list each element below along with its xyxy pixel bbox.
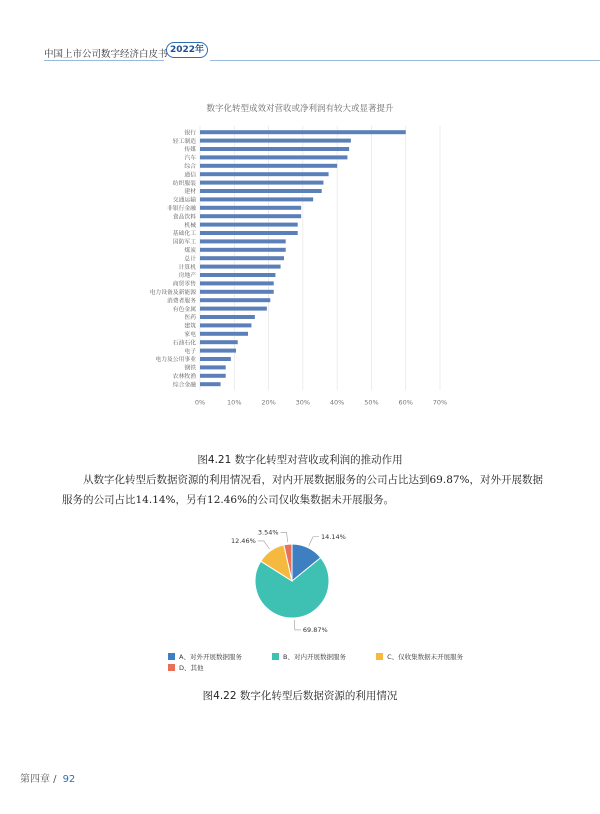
- legend-label: B、对内开展数据服务: [283, 653, 346, 661]
- bar: [200, 189, 322, 193]
- bar: [200, 281, 274, 285]
- category-label: 钢铁: [184, 365, 196, 372]
- category-label: 汽车: [184, 155, 196, 162]
- bar-chart-caption: 图4.21 数字化转型对营收或利润的推动作用: [197, 454, 403, 466]
- legend-label: D、其他: [179, 664, 204, 672]
- header-rule-right: [210, 60, 600, 61]
- pie-legend-row-2: [168, 663, 232, 673]
- bar: [200, 349, 236, 353]
- slice-label: 12.46%: [230, 537, 256, 546]
- bar-chart-title: 数字化转型成效对营收或净利润有较大或显著提升: [206, 104, 394, 114]
- page-header: [0, 38, 600, 68]
- legend-label: C、仅收集数据未开展服务: [387, 653, 464, 661]
- category-label: 计算机: [178, 264, 196, 271]
- category-label: 房地产: [178, 273, 196, 280]
- page-number: 92: [62, 774, 76, 785]
- category-label: 农林牧渔: [172, 374, 196, 380]
- category-label: 商贸零售: [172, 281, 196, 288]
- bar: [200, 340, 238, 344]
- legend-swatch: [168, 653, 175, 660]
- category-label: 综合金融: [172, 382, 196, 389]
- slice-label: 69.87%: [302, 626, 328, 635]
- legend-item-c: [376, 652, 463, 661]
- category-label: 医药: [184, 315, 196, 322]
- bar: [200, 147, 349, 151]
- x-tick-label: 0%: [194, 398, 206, 407]
- legend-item-b: [272, 652, 346, 661]
- category-label: 机械: [184, 222, 196, 229]
- legend-swatch: [376, 653, 383, 660]
- bar: [200, 206, 301, 210]
- bar: [200, 231, 298, 235]
- bar: [200, 130, 406, 134]
- legend-swatch: [272, 653, 279, 660]
- page-footer: [20, 770, 75, 785]
- category-label: 交通运输: [172, 197, 196, 204]
- x-tick-label: 60%: [398, 398, 413, 407]
- x-tick-label: 40%: [329, 398, 345, 407]
- pie-legend: [168, 652, 491, 662]
- legend-item-d: [168, 663, 204, 672]
- bar: [200, 214, 301, 218]
- body-paragraph: 从数字化转型后数据资源的利用情况看，对内开展数据服务的公司占比达到69.87%，对外开展数据服务的公司占比14.14%，另有12.46%的公司仅收集数据未开展服务。: [62, 474, 544, 506]
- bar: [200, 332, 248, 336]
- category-label: 非银行金融: [167, 206, 196, 212]
- x-tick-label: 30%: [295, 398, 311, 407]
- category-label: 电力设备及新能源: [149, 290, 196, 296]
- bar: [200, 172, 329, 176]
- bar: [200, 374, 226, 378]
- leader-line: [309, 537, 319, 546]
- pie-chart-caption: 图4.22 数字化转型后数据资源的利用情况: [202, 690, 398, 702]
- bar: [200, 315, 255, 319]
- year-badge: 2022年: [166, 42, 208, 58]
- bar: [200, 298, 270, 302]
- category-label: 国防军工: [172, 239, 196, 246]
- book-title: 中国上市公司数字经济白皮书: [44, 49, 168, 60]
- bar: [200, 181, 323, 185]
- category-label: 电力及公用事业: [155, 357, 196, 364]
- bar: [200, 164, 337, 168]
- bar: [200, 256, 284, 260]
- bar: [200, 265, 281, 269]
- bar: [200, 139, 351, 143]
- x-tick-label: 50%: [364, 398, 379, 407]
- category-label: 电子: [184, 348, 196, 355]
- category-label: 建材: [184, 189, 196, 196]
- chapter-label: 第四章 /: [20, 774, 57, 785]
- bar-chart: [140, 95, 460, 435]
- category-label: 有色金属: [172, 306, 196, 313]
- category-label: 基础化工: [172, 231, 196, 238]
- bar: [200, 307, 267, 311]
- x-tick-label: 70%: [432, 398, 448, 407]
- slice-label: 3.54%: [257, 528, 279, 537]
- bar: [200, 155, 347, 159]
- category-label: 建筑: [184, 323, 196, 330]
- leader-line: [258, 541, 270, 549]
- category-label: 通信: [184, 172, 196, 179]
- slice-label: 14.14%: [321, 532, 346, 541]
- x-tick-label: 20%: [261, 398, 276, 407]
- category-label: 家电: [184, 332, 196, 338]
- pie-chart: [200, 525, 400, 645]
- bar: [200, 223, 298, 227]
- bar: [200, 357, 231, 361]
- leader-line: [294, 620, 301, 630]
- bar: [200, 365, 226, 369]
- legend-label: A、对外开展数据服务: [179, 653, 242, 661]
- leader-line: [281, 532, 288, 542]
- legend-swatch: [168, 664, 175, 671]
- bar: [200, 248, 286, 252]
- category-label: 石油石化: [172, 340, 196, 347]
- bar: [200, 197, 313, 201]
- category-label: 煤炭: [184, 248, 196, 254]
- category-label: 食品饮料: [172, 214, 196, 221]
- bar: [200, 290, 274, 294]
- x-tick-label: 10%: [227, 398, 242, 407]
- bar: [200, 323, 251, 327]
- category-label: 轻工制造: [172, 138, 196, 145]
- category-label: 传媒: [184, 147, 196, 154]
- bar: [200, 239, 286, 243]
- category-label: 银行: [184, 130, 196, 137]
- bar: [200, 382, 221, 386]
- category-label: 总计: [184, 256, 196, 263]
- category-label: 消费者服务: [167, 298, 196, 305]
- category-label: 综合: [184, 164, 196, 170]
- header-rule-left: [44, 60, 164, 61]
- category-label: 纺织服装: [172, 180, 196, 187]
- bar: [200, 273, 275, 277]
- legend-item-a: [168, 652, 242, 661]
